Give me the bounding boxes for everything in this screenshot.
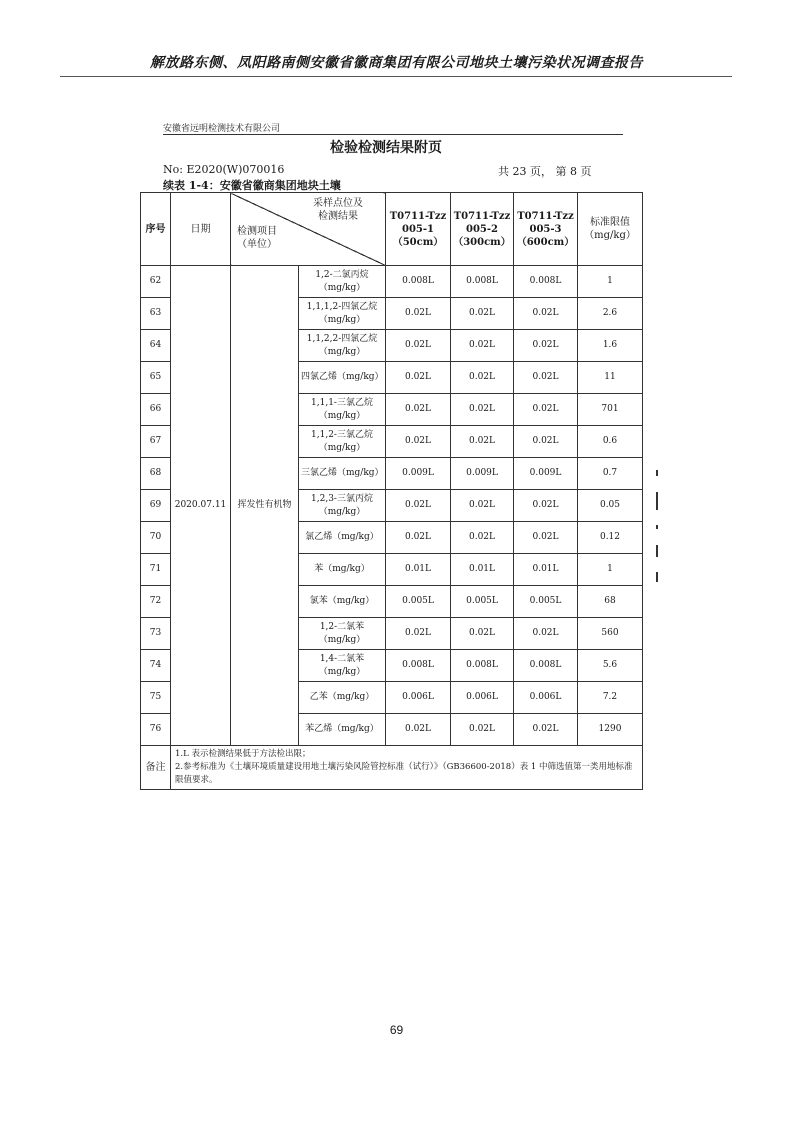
row-limit: 1 [578,266,643,298]
scan-mark [656,545,658,557]
row-number: 65 [141,362,171,394]
row-value-1: 0.009L [386,458,451,490]
row-value-3: 0.02L [514,362,578,394]
row-value-2: 0.02L [451,618,514,650]
row-value-1: 0.005L [386,586,451,618]
row-value-3: 0.006L [514,682,578,714]
row-value-1: 0.01L [386,554,451,586]
row-value-2: 0.009L [451,458,514,490]
row-item: 苯（mg/kg） [299,554,386,586]
table-row [141,266,643,298]
row-item: 三氯乙烯（mg/kg） [299,458,386,490]
row-number: 74 [141,650,171,682]
row-value-3: 0.02L [514,298,578,330]
row-item: 四氯乙烯（mg/kg） [299,362,386,394]
row-value-2: 0.008L [451,650,514,682]
row-number: 76 [141,714,171,746]
row-number: 73 [141,618,171,650]
row-value-3: 0.02L [514,490,578,522]
row-item: 1,4-二氯苯（mg/kg） [299,650,386,682]
row-item: 1,1,2,2-四氯乙烷 （mg/kg） [299,330,386,362]
row-item: 1,2-二氯丙烷 （mg/kg） [299,266,386,298]
row-number: 62 [141,266,171,298]
header-col2: T0711-Tzz 005-2 （300cm） [451,193,514,266]
row-value-3: 0.005L [514,586,578,618]
header-col3: T0711-Tzz 005-3 （600cm） [514,193,578,266]
row-number: 67 [141,426,171,458]
row-value-3: 0.009L [514,458,578,490]
row-value-3: 0.01L [514,554,578,586]
row-value-2: 0.006L [451,682,514,714]
row-value-3: 0.02L [514,394,578,426]
row-item: 1,2,3-三氯丙烷 （mg/kg） [299,490,386,522]
row-value-1: 0.02L [386,394,451,426]
row-value-2: 0.02L [451,426,514,458]
page-number: 69 [389,1023,404,1037]
row-limit: 1.6 [578,330,643,362]
row-item: 氯乙烯（mg/kg） [299,522,386,554]
scan-mark [656,492,658,510]
results-table [140,192,643,790]
row-value-1: 0.02L [386,330,451,362]
row-value-2: 0.02L [451,298,514,330]
row-value-1: 0.02L [386,618,451,650]
row-item: 氯苯（mg/kg） [299,586,386,618]
row-number: 68 [141,458,171,490]
row-limit: 701 [578,394,643,426]
row-limit: 0.05 [578,490,643,522]
note-line: 1.L 表示检测结果低于方法检出限； [175,749,311,759]
report-number: No: E2020(W)070016 [163,163,285,176]
row-value-3: 0.02L [514,522,578,554]
row-value-3: 0.008L [514,266,578,298]
row-category: 挥发性有机物 [231,266,299,746]
row-limit: 7.2 [578,682,643,714]
table-body [141,266,643,790]
row-value-1: 0.02L [386,426,451,458]
row-number: 75 [141,682,171,714]
header-date: 日期 [171,193,231,266]
row-value-1: 0.02L [386,714,451,746]
row-item: 苯乙烯（mg/kg） [299,714,386,746]
row-value-3: 0.02L [514,426,578,458]
row-value-2: 0.01L [451,554,514,586]
row-limit: 0.12 [578,522,643,554]
row-value-3: 0.02L [514,330,578,362]
row-date: 2020.07.11 [171,266,231,746]
row-value-2: 0.008L [451,266,514,298]
notes-label: 备注 [141,746,171,790]
row-number: 64 [141,330,171,362]
row-limit: 1290 [578,714,643,746]
row-number: 71 [141,554,171,586]
notes-row [141,746,643,790]
header-seq: 序号 [141,193,171,266]
header-col1: T0711-Tzz 005-1 （50cm） [386,193,451,266]
row-value-1: 0.02L [386,298,451,330]
row-limit: 0.6 [578,426,643,458]
row-limit: 68 [578,586,643,618]
scan-mark [656,525,658,529]
row-item: 1,1,2-三氯乙烷 （mg/kg） [299,426,386,458]
row-value-3: 0.02L [514,714,578,746]
row-value-2: 0.02L [451,330,514,362]
row-value-3: 0.008L [514,650,578,682]
page-header: 解放路东侧、凤阳路南侧安徽省徽商集团有限公司地块土壤污染状况调查报告 [150,55,643,71]
row-limit: 2.6 [578,298,643,330]
row-item: 1,1,1-三氯乙烷 （mg/kg） [299,394,386,426]
row-number: 63 [141,298,171,330]
header-diagonal [231,193,386,266]
row-value-2: 0.02L [451,362,514,394]
row-value-2: 0.02L [451,522,514,554]
page-info: 共 23 页， 第 8 页 [498,165,592,178]
scan-mark [656,572,658,582]
row-limit: 0.7 [578,458,643,490]
row-limit: 1 [578,554,643,586]
row-value-1: 0.008L [386,650,451,682]
notes-content [171,746,643,790]
row-item: 1,1,1,2-四氯乙烷 （mg/kg） [299,298,386,330]
row-item: 1,2-二氯苯（mg/kg） [299,618,386,650]
row-number: 70 [141,522,171,554]
row-value-2: 0.02L [451,714,514,746]
row-value-1: 0.02L [386,362,451,394]
row-limit: 5.6 [578,650,643,682]
row-limit: 11 [578,362,643,394]
scan-mark [656,470,658,476]
table-header-row [141,193,643,266]
company-rule [163,134,623,135]
doc-title: 检验检测结果附页 [330,140,442,156]
row-limit: 560 [578,618,643,650]
row-item: 乙苯（mg/kg） [299,682,386,714]
row-value-1: 0.02L [386,490,451,522]
row-value-2: 0.005L [451,586,514,618]
header-rule [60,76,732,77]
row-number: 66 [141,394,171,426]
row-number: 69 [141,490,171,522]
row-value-1: 0.02L [386,522,451,554]
header-test-item: 检测项目 （单位） [237,226,277,250]
row-value-2: 0.02L [451,490,514,522]
row-value-1: 0.008L [386,266,451,298]
row-value-3: 0.02L [514,618,578,650]
row-value-2: 0.02L [451,394,514,426]
header-limit: 标准限值 （mg/kg） [578,193,643,266]
row-number: 72 [141,586,171,618]
note-line: 2.参考标准为《土壤环境质量建设用地土壤污染风险管控标准（试行）》（GB36600-2018）表 1 中筛选值第一类用地标准限值要求。 [175,762,633,785]
table-caption: 续表 1-4：安徽省徽商集团地块土壤 [163,179,341,192]
header-sampling-point: 采样点位及 检测结果 [313,198,363,222]
company-name: 安徽省远明检测技术有限公司 [163,124,281,134]
row-value-1: 0.006L [386,682,451,714]
